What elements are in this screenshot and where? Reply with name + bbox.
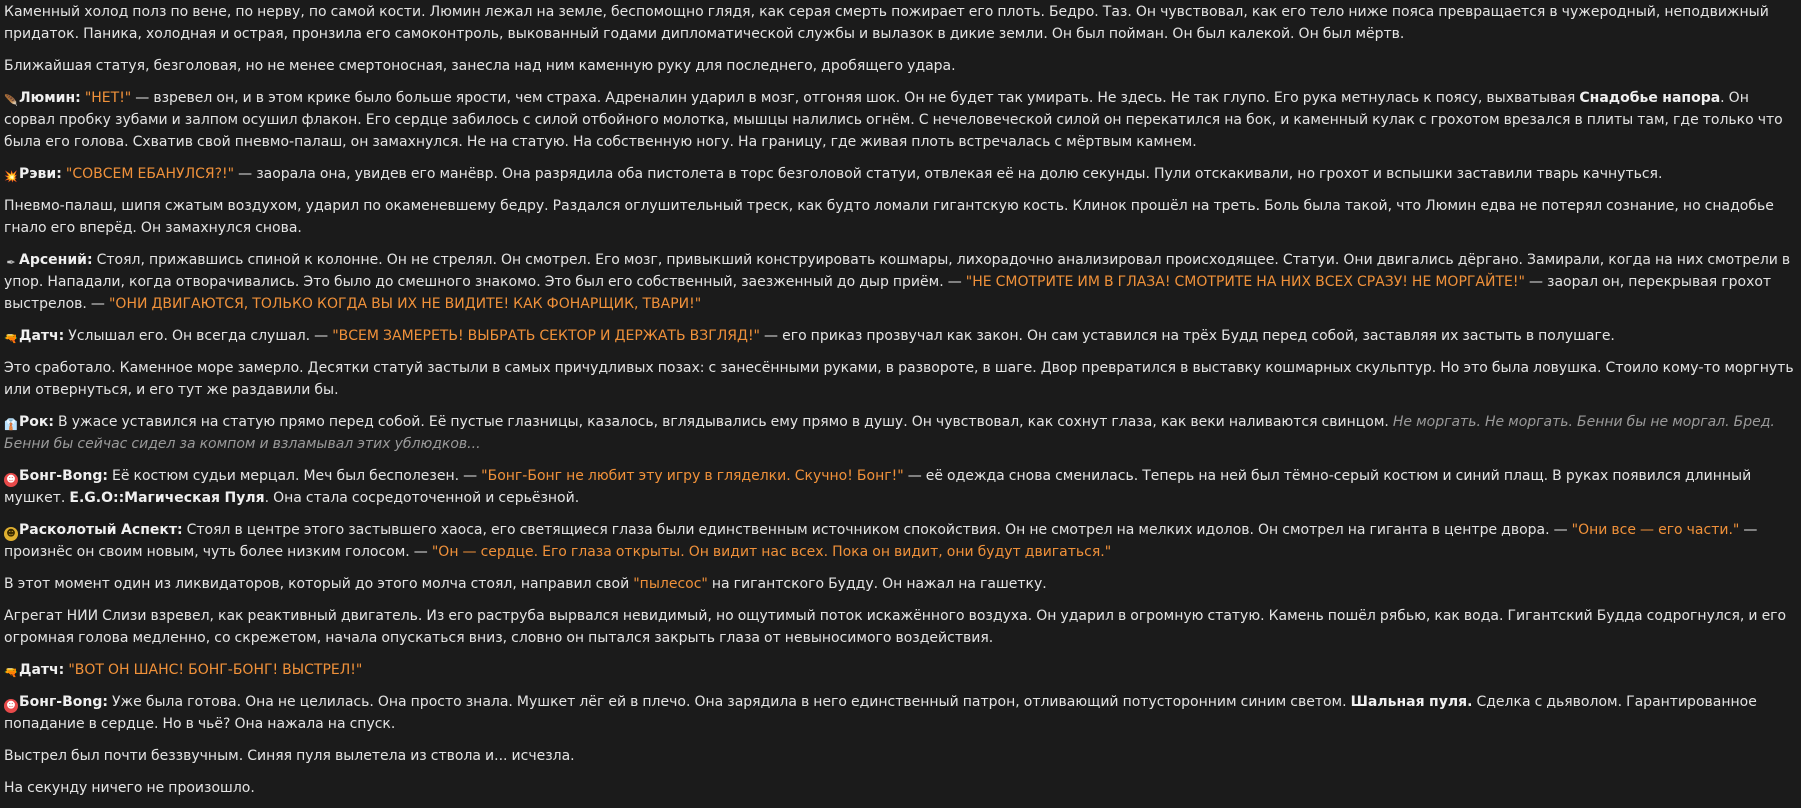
narration-text: — его приказ прозвучал как закон. Он сам уставился на трёх Будд перед собой, заставляя их застыть в полушаге.	[760, 328, 1615, 344]
message-paragraph	[4, 465, 1795, 509]
dialogue-quote: "ВСЕМ ЗАМЕРЕТЬ! ВЫБРАТЬ СЕКТОР И ДЕРЖАТЬ ВЗГЛЯД!"	[332, 328, 760, 344]
speaker-name: Рок:	[19, 414, 54, 430]
narration-text: Уже была готова. Она не целилась. Она просто знала. Мушкет лёг ей в плечо. Она зарядила в него единственный патрон, отливающий потусторонним синим светом.	[107, 694, 1351, 710]
narration-text: — её одежда снова сменилась. Теперь на ней был тёмно-серый костюм и синий плащ. В руках появился длинный мушкет.	[4, 468, 1752, 506]
narration-text: Стоял в центре этого застывшего хаоса, его светящиеся глаза были единственным источником спокойствия. Он не смотрел на мелких идолов. Он смотрел на гиганта в центре двора. —	[182, 522, 1572, 538]
dialogue-quote: "ВОТ ОН ШАНС! БОНГ-БОНГ! ВЫСТРЕЛ!"	[68, 662, 363, 678]
narration-text: Услышал его. Он всегда слушал. —	[64, 328, 333, 344]
message-paragraph	[4, 605, 1795, 649]
speaker-name: Датч:	[19, 662, 65, 678]
message-paragraph	[4, 55, 1795, 77]
narration-text: В этот момент один из ликвидаторов, который до этого молча стоял, направил свой	[4, 576, 634, 592]
message-paragraph	[4, 357, 1795, 401]
narration-text: — заорала она, увидев его манёвр. Она разрядила оба пистолета в торс безголовой статуи, отвлекая её на долю секунды. Пули отскакивали, но грохот и вспышки заставили тварь качнуться.	[234, 166, 1663, 182]
feather-icon: 🪶	[4, 94, 18, 107]
dialogue-quote: "Бонг-Бонг не любит эту игру в гляделки. Скучно! Бонг!"	[481, 468, 904, 484]
message-paragraph	[4, 411, 1795, 455]
dialogue-quote: "Они все — его части."	[1571, 522, 1740, 538]
narration-text: — заорал он, перекрывая грохот выстрелов. —	[4, 274, 1772, 312]
water-pistol-icon: 🔫	[4, 666, 18, 679]
quill-pen-icon: ✒	[6, 256, 16, 269]
narration-text: Каменный холод полз по вене, по нерву, по самой кости. Люмин лежал на земле, беспомощно глядя, как серая смерть пожирает его плоть. Бедро. Таз. Он чувствовал, как его тело ниже пояса превращается в чужеродный, неподвижный придаток. Паника, холодная и острая, пронзила его самоконтроль, выкованный годами дипломатической службы и вылазок в дикие земли. Он был пойман. Он был калекой. Он был мёртв.	[4, 4, 1769, 42]
monkey-face-icon: ☻	[4, 527, 18, 541]
speaker-name: Бонг-Bong:	[19, 694, 108, 710]
narration-text: Ближайшая статуя, безголовая, но не менее смертоносная, занесла над ним каменную руку для последнего, дробящего удара.	[4, 58, 956, 74]
dialogue-quote: "НЕ СМОТРИТЕ ИМ В ГЛАЗА! СМОТРИТЕ НА НИХ ВСЕХ СРАЗУ! НЕ МОРГАЙТЕ!"	[965, 274, 1525, 290]
message-paragraph	[4, 745, 1795, 767]
dialogue-quote: "СОВСЕМ ЕБАНУЛСЯ?!"	[65, 166, 235, 182]
clown-face-icon: ☻	[4, 473, 18, 487]
speaker-name: Люмин:	[19, 90, 81, 106]
speaker-name: Расколотый Аспект:	[19, 522, 183, 538]
dialogue-quote: "ОНИ ДВИГАЮТСЯ, ТОЛЬКО КОГДА ВЫ ИХ НЕ ВИДИТЕ! КАК ФОНАРЩИК, ТВАРИ!"	[108, 296, 702, 312]
message-paragraph	[4, 691, 1795, 735]
message-paragraph	[4, 777, 1795, 799]
speaker-name: Рэви:	[19, 166, 62, 182]
business-suit-icon: 👔	[4, 418, 18, 431]
narration-text: В ужасе уставился на статую прямо перед собой. Её пустые глазницы, казалось, вглядывались ему прямо в душу. Он чувствовал, как сохнут глаза, как веки наливаются свинцом.	[53, 414, 1393, 430]
narration-text: Пневмо-палаш, шипя сжатым воздухом, ударил по окаменевшему бедру. Раздался оглушительный треск, как будто ломали гигантскую кость. Клинок прошёл на треть. Боль была такой, что Люмин едва не потерял сознание, но снадобье гнало его вперёд. Он замахнулся снова.	[4, 198, 1774, 236]
message-paragraph	[4, 659, 1795, 681]
speaker-name: Арсений:	[19, 252, 93, 268]
narration-text: Выстрел был почти беззвучным. Синяя пуля вылетела из ствола и... исчезла.	[4, 748, 575, 764]
message-paragraph	[4, 1, 1795, 45]
narration-text: — произнёс он своим новым, чуть более низким голосом. —	[4, 522, 1758, 560]
message-paragraph	[4, 573, 1795, 595]
water-pistol-icon: 🔫	[4, 332, 18, 345]
narration-text: Её костюм судьи мерцал. Меч был бесполезен. —	[107, 468, 482, 484]
message-paragraph	[4, 249, 1795, 315]
bold-term: E.G.O::Магическая Пуля	[69, 490, 265, 506]
narration-text: на гигантского Будду. Он нажал на гашетку.	[707, 576, 1047, 592]
bold-term: Снадобье напора	[1579, 90, 1721, 106]
speaker-name: Датч:	[19, 328, 65, 344]
narration-text: Сделка с дьяволом. Гарантированное попадание в сердце. Но в чьё? Она нажала на спуск.	[4, 694, 1757, 732]
narration-text: . Она стала сосредоточенной и серьёзной.	[264, 490, 580, 506]
inner-thought: Не моргать. Не моргать. Бенни бы не моргал. Бред. Бенни бы сейчас сидел за компом и взламывал этих ублюдков...	[4, 414, 1775, 452]
message-paragraph	[4, 163, 1795, 185]
dialogue-quote: "НЕТ!"	[84, 90, 132, 106]
message-paragraph	[4, 195, 1795, 239]
message-paragraph	[4, 325, 1795, 347]
message-paragraph	[4, 519, 1795, 563]
message-paragraph	[4, 87, 1795, 153]
narration-text: Агрегат НИИ Слизи взревел, как реактивный двигатель. Из его раструба вырвался невидимый, но ощутимый поток искажённого воздуха. Он ударил в огромную статую. Камень пошёл рябью, как вода. Гигантский Будда содрогнулся, и его огромная голова медленно, со скрежетом, начала опускаться вниз, словно он пытался закрыть глаза от невыносимого воздействия.	[4, 608, 1787, 646]
bold-term: Шальная пуля.	[1350, 694, 1473, 710]
dialogue-quote: "пылесос"	[633, 576, 708, 592]
narration-text: Это сработало. Каменное море замерло. Десятки статуй застыли в самых причудливых позах: с занесёнными руками, в развороте, в шаге. Двор превратился в выставку кошмарных скульптур. Но это была ловушка. Стоило кому-то моргнуть или отвернуться, и его тут же раздавили бы.	[4, 360, 1794, 398]
clown-face-icon: ☻	[4, 699, 18, 713]
collision-icon: 💥	[4, 170, 18, 183]
narration-text: . Он сорвал пробку зубами и залпом осушил флакон. Его сердце забилось с силой отбойного молотка, мышцы налились огнём. С нечеловеческой силой он перекатился на бок, и каменный кулак с грохотом врезался в плиты там, где только что была его голова. Схватив свой пневмо-палаш, он замахнулся. Не на статую. На собственную ногу. На границу, где живая плоть встречалась с мёртвым камнем.	[4, 90, 1783, 150]
narration-text: Стоял, прижавшись спиной к колонне. Он не стрелял. Он смотрел. Его мозг, привыкший конструировать кошмары, лихорадочно анализировал происходящее. Статуи. Они двигались дёргано. Замирали, когда на них смотрели в упор. Нападали, когда отворачивались. Это было до смешного знакомо. Это был его собственный, заезженный до дыр приём. —	[4, 252, 1791, 290]
dialogue-quote: "Он — сердце. Его глаза открыты. Он видит нас всех. Пока он видит, они будут двигаться."	[431, 544, 1112, 560]
narration-text: — взревел он, и в этом крике было больше ярости, чем страха. Адреналин ударил в мозг, отгоняя шок. Он не будет так умирать. Не здесь. Не так глупо. Его рука метнулась к поясу, выхватывая	[131, 90, 1580, 106]
speaker-name: Бонг-Bong:	[19, 468, 108, 484]
narration-text: На секунду ничего не произошло.	[4, 780, 255, 796]
